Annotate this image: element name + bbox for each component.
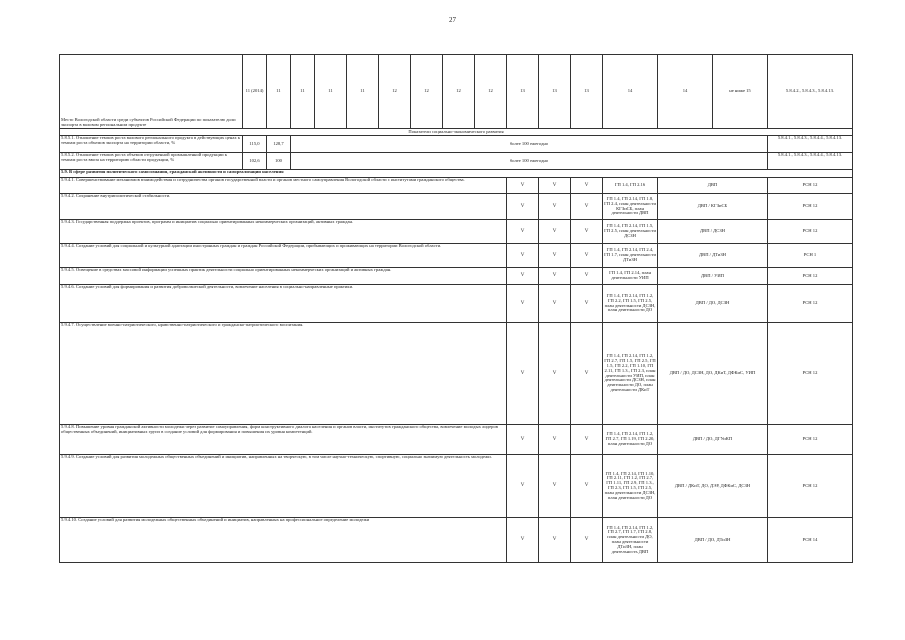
header-cell: не ниже 15 (713, 55, 768, 129)
task-row (60, 220, 853, 244)
task-check: V (507, 518, 539, 563)
header-cell: 12 (411, 55, 443, 129)
task-row (60, 268, 853, 285)
task-text: 5.9.4.7. Осуществление военно-патриотического, нравственно-патриотического и гражданско-патриотического воспитания. (60, 323, 507, 425)
indicator-value: 128,7 (267, 136, 291, 153)
task-executors: ДВП / ДО, ДТиЗН (658, 518, 768, 563)
task-programs: ГП 1.4, ГП 2.14, план деятельности УИП (603, 268, 658, 285)
task-programs: ГП 1.4, ГП 2.16 (603, 178, 658, 194)
task-rsn: РСН 14 (768, 518, 853, 563)
task-rsn: РСН 12 (768, 178, 853, 194)
task-check: V (507, 220, 539, 244)
indicators-title-row (60, 129, 853, 136)
section-title: 5.9. В сфере развития политического самосознания, гражданской активности и самореализации населения (60, 170, 853, 178)
header-cell: 5.8.4.2., 5.8.4.3., 5.8.4.13. (768, 55, 853, 129)
header-cell: 12 (475, 55, 507, 129)
task-row (60, 323, 853, 425)
task-rsn: РСН 12 (768, 455, 853, 518)
task-check: V (539, 178, 571, 194)
task-check: V (571, 178, 603, 194)
task-check: V (507, 323, 539, 425)
indicator-text: 5.8.5.1. Отношение темпов роста валового регионального продукта в действующих ценах к темпам роста объемов экспорта на территории области, % (60, 136, 243, 153)
task-check: V (507, 244, 539, 268)
task-rsn: РСН 1 (768, 244, 853, 268)
task-programs: ГП 1.4, ГП 2.14, ГП 1.8, ГП 2.4, план деятельности КГЗиСБ, план деятельности ДВП (603, 194, 658, 220)
header-cell: 11 (267, 55, 291, 129)
task-text: 5.9.4.1. Совершенствование механизмов взаимодействия и сотрудничества органов государственной власти и органов местного самоуправления Вологодской области с институтами гражданского общества. (60, 178, 507, 194)
task-executors: ДВП / ДТиЗН (658, 244, 768, 268)
task-check: V (507, 194, 539, 220)
task-programs: ГП 1.4, ГП 2.14, ГП 1.2, ГП 2.7, ГП 1.7, ГП 2.8, план деятельности ДО, план деятельности ДТиЗН, план деятельность ДВП (603, 518, 658, 563)
header-cell: 13 (507, 55, 539, 129)
task-check: V (507, 285, 539, 323)
task-check: V (507, 268, 539, 285)
task-check: V (539, 323, 571, 425)
indicator-value: 102,6 (243, 153, 267, 170)
header-text: Место Вологодской области среди субъектов Российской Федерации по показателю доли экспорта в валовом региональном продукте (60, 55, 243, 129)
header-row (60, 55, 853, 129)
task-programs: ГП 1.4, ГП 2.14, ГП 1.5, ГП 2.5, план деятельности ДСЗН (603, 220, 658, 244)
task-executors: ДВП (658, 178, 768, 194)
indicator-note: более 100 ежегодно (291, 153, 768, 170)
header-cell: 11 (291, 55, 315, 129)
header-cell: 13 (571, 55, 603, 129)
task-rsn: РСН 12 (768, 285, 853, 323)
task-row (60, 425, 853, 455)
task-executors: ДВП / ДО, ДГУиКП (658, 425, 768, 455)
task-check: V (571, 455, 603, 518)
task-executors: ДВП / УИП (658, 268, 768, 285)
indicator-row (60, 136, 853, 153)
task-executors: ДВП / ДО, ДСЗН, ДО, ДКиТ, ДФКиС, УИП (658, 323, 768, 425)
header-cell: 11 (315, 55, 347, 129)
task-check: V (539, 425, 571, 455)
task-executors: ДВП / КГЗиСБ (658, 194, 768, 220)
task-rsn: РСН 12 (768, 194, 853, 220)
task-row (60, 455, 853, 518)
task-rsn: РСН 12 (768, 268, 853, 285)
task-executors: ДВП / ДСЗН (658, 220, 768, 244)
task-text: 5.9.4.10. Создание условий для развития молодежных общественных объединений и инициатив, направленных на профессиональное определение молодежи (60, 518, 507, 563)
task-row (60, 194, 853, 220)
indicator-value: 100 (267, 153, 291, 170)
task-programs: ГП 1.4, ГП 2.14, ГП 1.10, ГП 2.11, ГП 1.2, ГП 2.7, ГП 1.11, ГП 2.9, ГП 1.3., ГП 2.3, ГП 1.5, ГП 2.5, план деятельности ДСЗН, план деятельности ДО (603, 455, 658, 518)
header-cell: 14 (603, 55, 658, 129)
task-check: V (571, 518, 603, 563)
task-check: V (539, 518, 571, 563)
task-check: V (571, 285, 603, 323)
task-check: V (507, 425, 539, 455)
task-check: V (507, 178, 539, 194)
task-rsn: РСН 12 (768, 323, 853, 425)
task-check: V (571, 244, 603, 268)
task-check: V (539, 244, 571, 268)
task-check: V (571, 425, 603, 455)
task-executors: ДВП / ДКиТ, ДО, ДЭР, ДФКиС, ДСЗН (658, 455, 768, 518)
indicator-value: 115,0 (243, 136, 267, 153)
task-text: 5.9.4.9. Создание условий для развития молодежных общественных объединений и инициатив, направленных на творческую, в том числе научно-техническую, спортивную, социально значимую деятельность молодежи. (60, 455, 507, 518)
task-check: V (571, 194, 603, 220)
indicator-text: 5.8.5.2. Отношение темпов роста объемов отгруженной промышленной продукции к темпам роста ввоза на территорию области продукции, % (60, 153, 243, 170)
task-check: V (571, 323, 603, 425)
strategy-table (59, 54, 853, 563)
task-check: V (571, 268, 603, 285)
task-check: V (539, 194, 571, 220)
task-rsn: РСН 12 (768, 425, 853, 455)
indicator-ref: 5.8.4.1., 5.8.4.3., 5.8.4.4., 5.8.4.13. (768, 136, 853, 153)
task-check: V (571, 220, 603, 244)
task-text: 5.9.4.5. Освещение в средствах массовой информации успешных практик деятельности социально ориентированных некоммерческих организаций и активных граждан. (60, 268, 507, 285)
task-text: 5.9.4.8. Повышение уровня гражданской активности молодежи через развитие самоуправления, форм конструктивного диалога населения и органов власти, институтов гражданского общества, вовлечение молодых лидеров общественных объединений, инициативных групп в создание условий для формирования и повышения их уровня компетенций. (60, 425, 507, 455)
task-row (60, 178, 853, 194)
task-check: V (507, 455, 539, 518)
task-text: 5.9.4.4. Создание условий для социальной и культурной адаптации иностранных граждан и граждан Российской Федерации, прибывающих и проживающих на территории Вологодской области. (60, 244, 507, 268)
task-rsn: РСН 12 (768, 220, 853, 244)
task-programs: ГП 1.4, ГП 2.14, ГП 1.2, ГП 2.7, ГП 1.19, ГП 2.20, план деятельности ДО (603, 425, 658, 455)
task-programs: ГП 1.4, ГП 2.14, ГП 1.2, ГП 2.7, ГП 1.5, ГП 2.5, ГП 1.5, ГП 2.2, ГП 1.10, ГП 2.11, ГП 1.3., ГП 2.3, план деятельности УИП, план деятельности ДСЗН, план деятельности ДО, план деятельности ДКиТ (603, 323, 658, 425)
task-check: V (539, 285, 571, 323)
header-cell: 12 (379, 55, 411, 129)
task-check: V (539, 220, 571, 244)
header-cell: 11 (2014) (243, 55, 267, 129)
task-check: V (539, 455, 571, 518)
task-programs: ГП 1.4, ГП 2.14, ГП 2.4, ГП 1.7, план деятельности ДТиЗН (603, 244, 658, 268)
header-cell: 14 (658, 55, 713, 129)
indicator-note: более 100 ежегодно (291, 136, 768, 153)
header-cell: 11 (347, 55, 379, 129)
page-number: 27 (449, 16, 456, 24)
task-row (60, 518, 853, 563)
indicator-row (60, 153, 853, 170)
indicators-title: Показатели социально-экономического развития (60, 129, 853, 136)
task-programs: ГП 1.4, ГП 2.14, ГП 1.2, ГП 2.2, ГП 1.5, ГП 2.5, план деятельности ДСЗН, план деятельности ДО (603, 285, 658, 323)
task-row (60, 285, 853, 323)
task-text: 5.9.4.2. Сохранение внутриполитической стабильности. (60, 194, 507, 220)
section-row (60, 170, 853, 178)
task-executors: ДВП / ДО, ДСЗН (658, 285, 768, 323)
task-check: V (539, 268, 571, 285)
indicator-ref: 5.8.4.1., 5.8.4.3., 5.8.4.4., 5.8.4.13. (768, 153, 853, 170)
header-cell: 13 (539, 55, 571, 129)
task-row (60, 244, 853, 268)
task-text: 5.9.4.6. Создание условий для формирования и развития добровольческой деятельности, вовлечение населения в социально-направленные практики. (60, 285, 507, 323)
header-cell: 12 (443, 55, 475, 129)
task-text: 5.9.4.3. Государственная поддержка проектов, программ и инициатив социально ориентированных некоммерческих организаций, активных граждан. (60, 220, 507, 244)
